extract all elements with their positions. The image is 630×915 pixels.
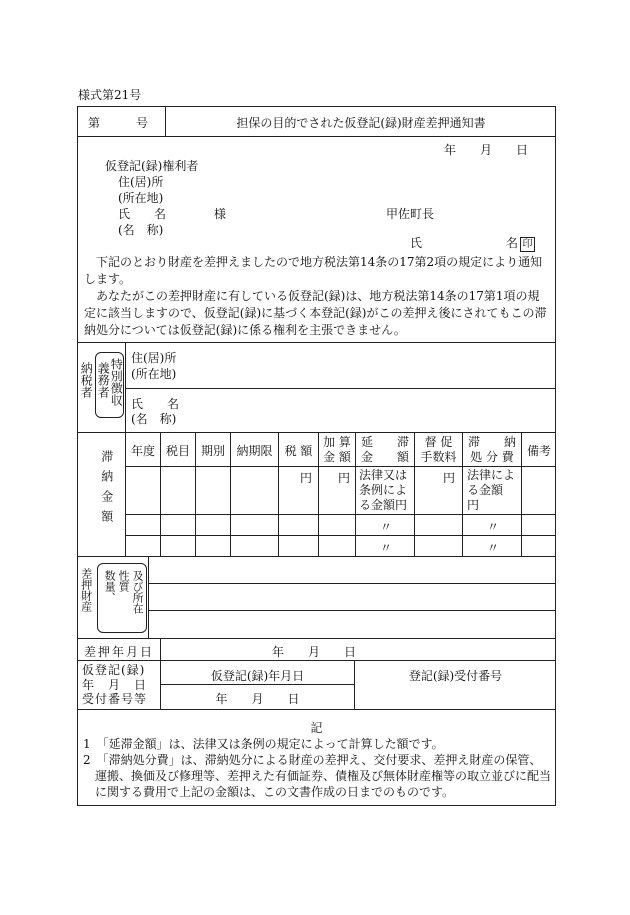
sender-name-label: 氏 名 [410, 236, 519, 250]
registration-date-header: 仮登記(録)年月日 [210, 669, 305, 683]
late-charge-ditto-1: 〃 [380, 520, 393, 534]
taxpayer-sub-2: 義務者 [96, 362, 111, 398]
sender-title: 甲佐町長 [386, 207, 435, 221]
header-remarks: 備考 [526, 444, 551, 458]
note-item-1: 1 「延滞金額」は、法律又は条例の規定によって計算した額です。 [83, 737, 444, 751]
header-demand-fee: 督 促 手数料 [420, 435, 457, 464]
body-paragraph-2: あなたがこの差押財産に有している仮登記(録)は、地方税法第14条の17第1項の規定に該当しますので、仮登記(録)に基づく本登記(録)がこの差押え後にされてもこの滞納処分については仮登記(録)に係る権利を主張できません。 [84, 289, 547, 337]
arrears-label: 滞納金額 [99, 450, 114, 530]
header-due-date: 納期限 [236, 444, 273, 458]
addressee-name: 氏 名 [118, 207, 167, 221]
late-charge-note: 法律又は 条例によ る金額円 [359, 468, 408, 512]
demand-fee-unit: 円 [443, 471, 456, 485]
property-sub-2: 数量、 [103, 570, 117, 603]
addressee-address: 住(居)所 [118, 175, 164, 189]
taxpayer-name-alt: (名 称) [131, 412, 177, 426]
registration-label: 仮登記(録) 年 月 日 受付番号等 [82, 663, 148, 706]
note-item-2: 2 「滞納処分費」は、滞納処分による財産の差押え、交付要求、差押え財産の保管、運搬、換価及び修理等、差押えた有価証券、債権及び無体財産権等の取立並びに配当に関する費用で上記の金額は、この文書作成の日までのものです。 [83, 753, 552, 799]
late-charge-ditto-2: 〃 [380, 541, 393, 555]
disposition-ditto-1: 〃 [487, 520, 500, 534]
addressee-honorific: 様 [214, 207, 227, 221]
document-title: 担保の目的でされた仮登記(録)財産差押通知書 [236, 116, 486, 130]
header-late-charge: 延 滞 金 額 [360, 435, 409, 464]
header-period: 期別 [200, 444, 225, 458]
header-tax-type: 税目 [165, 444, 190, 458]
header-disposition-cost: 滞 納 処 分 費 [467, 435, 516, 464]
registration-number-header: 登記(録)受付番号 [408, 669, 503, 683]
property-sub-3: 性質 [117, 570, 131, 592]
disposition-cost-note: 法律によ る金額 円 [467, 468, 516, 512]
additional-unit: 円 [338, 471, 351, 485]
seizure-date-value: 年 月 日 [272, 645, 357, 659]
header-tax-amount: 税 額 [284, 444, 313, 458]
disposition-ditto-2: 〃 [487, 541, 500, 555]
property-sub-4: 及び所在 [131, 570, 145, 614]
notes-heading: 記 [310, 721, 323, 735]
taxpayer-name: 氏 名 [131, 397, 180, 411]
tax-amount-unit: 円 [300, 471, 313, 485]
body-paragraph-1: 下記のとおり財産を差押えましたので地方税法第14条の17第2項の規定により通知します。 [84, 255, 543, 286]
header-year: 年度 [130, 444, 155, 458]
header-additional: 加 算 金 額 [323, 435, 351, 464]
taxpayer-sub-1: 特別徴収 [109, 358, 124, 406]
addressee-address-alt: (所在地) [118, 191, 164, 205]
registration-date-value: 年 月 日 [215, 692, 300, 706]
taxpayer-label: 納税者 [79, 362, 94, 398]
taxpayer-address: 住(居)所 [131, 351, 177, 365]
issue-date: 年 月 日 [444, 143, 529, 157]
seal-mark: 印 [520, 237, 535, 252]
form-number: 様式第21号 [78, 88, 142, 102]
sender-name [410, 234, 535, 252]
document-number: 第 号 [88, 116, 149, 130]
seizure-date-label: 差押年月日 [84, 645, 155, 659]
property-label: 差押財産 [79, 568, 93, 612]
addressee-name-alt: (名 称) [118, 223, 164, 237]
taxpayer-address-alt: (所在地) [131, 367, 177, 381]
addressee-heading: 仮登記(録)権利者 [105, 159, 199, 173]
